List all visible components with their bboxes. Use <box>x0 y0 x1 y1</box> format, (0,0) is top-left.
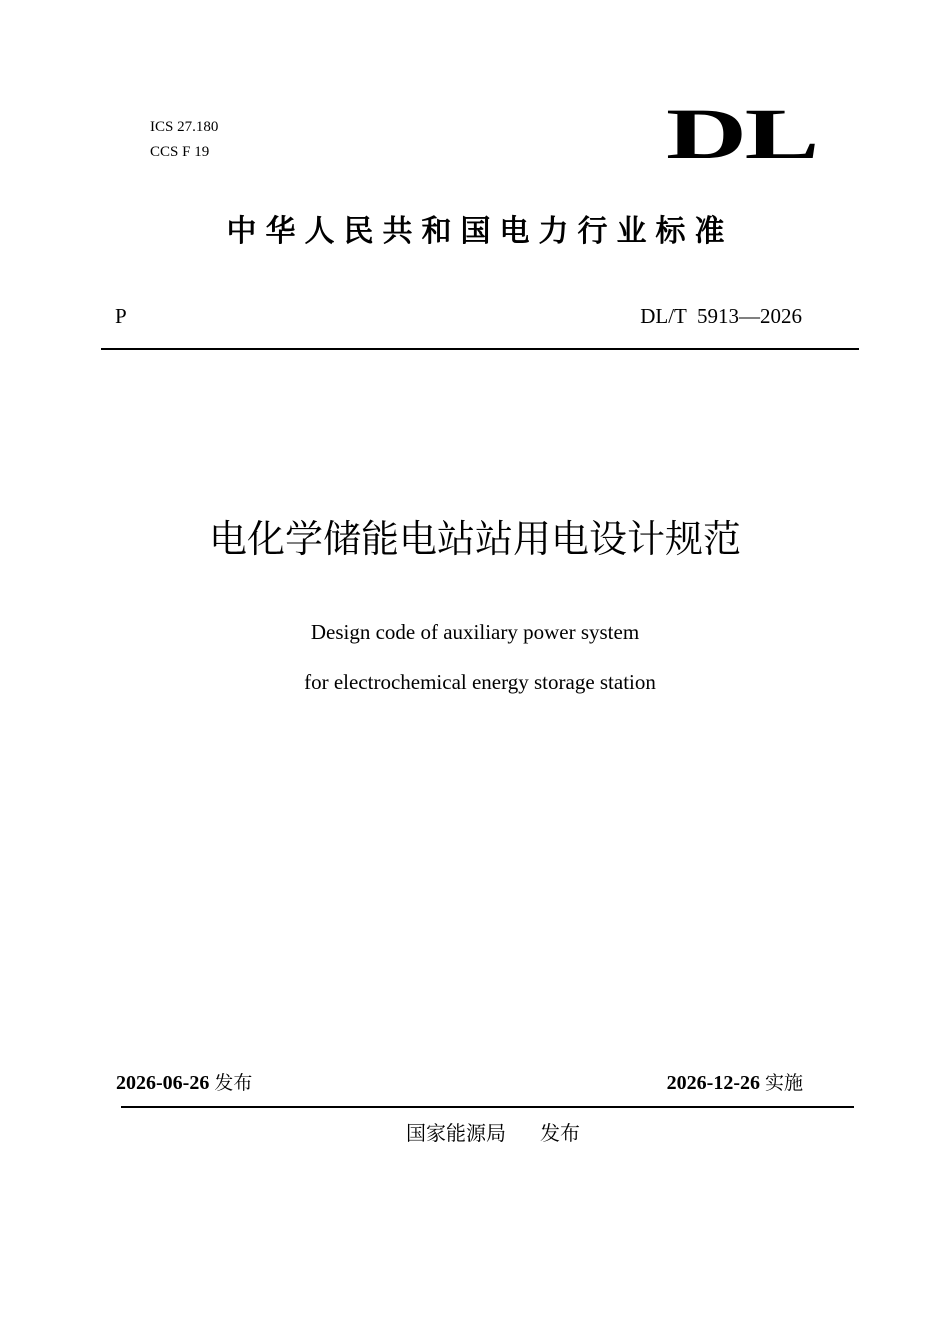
standard-number: DL/T 5913—2026 <box>640 304 802 328</box>
document-title-english-line1: Design code of auxiliary power system <box>310 620 640 644</box>
implementation-label: 实施 <box>764 1072 803 1094</box>
bottom-divider <box>121 1106 854 1108</box>
document-title-chinese: 电化学储能电站站用电设计规范 <box>208 517 741 561</box>
issue-date-block <box>116 1070 252 1096</box>
publisher-name: 国家能源局 <box>406 1121 506 1145</box>
implementation-date-block <box>667 1070 803 1096</box>
top-divider <box>101 348 859 350</box>
implementation-date: 2026-12-26 <box>666 1072 760 1094</box>
ics-code: ICS 27.180 <box>150 119 219 135</box>
ccs-code: CCS F 19 <box>150 144 210 160</box>
classification-letter: P <box>115 304 127 328</box>
issue-label: 发布 <box>214 1072 253 1094</box>
publisher-line <box>406 1119 580 1147</box>
issue-date: 2026-06-26 <box>116 1072 210 1094</box>
dl-logo: DL <box>666 94 818 174</box>
industry-standard-heading: 中华人民共和国电力行业标准 <box>226 214 734 249</box>
document-title-english-line2: for electrochemical energy storage station <box>304 670 656 694</box>
publisher-action: 发布 <box>540 1121 580 1145</box>
